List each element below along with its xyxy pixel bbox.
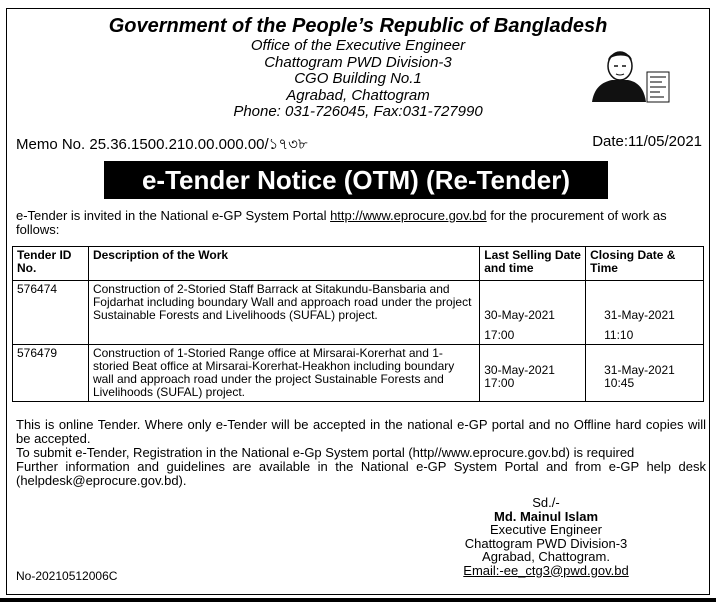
notice-banner: e-Tender Notice (OTM) (Re-Tender) — [104, 161, 608, 199]
notice-date: Date:11/05/2021 — [592, 133, 702, 150]
header-tender-id: Tender ID No. — [13, 247, 89, 281]
portrait-emblem-icon — [584, 44, 672, 106]
closing-cell — [586, 345, 704, 402]
signatory-place: Agrabad, Chattogram. — [482, 549, 610, 564]
helpdesk-paragraph: Further information and guidelines are available in the National e-GP System Portal and from e-GP help desk (helpdesk@eprocure.gov.bd). — [16, 459, 706, 488]
closing-cell — [586, 281, 704, 345]
building-name: CGO Building No.1 — [294, 70, 422, 87]
government-title: Government of the People’s Republic of Bangladesh — [108, 15, 608, 37]
last-selling-cell — [480, 281, 586, 345]
signatory-email[interactable]: Email:-ee_ctg3@pwd.gov.bd — [463, 562, 629, 578]
header-description: Description of the Work — [88, 247, 479, 281]
intro-text-after: for the procurement of work as follows: — [16, 208, 667, 237]
table-row — [13, 345, 704, 402]
online-tender-paragraph: This is online Tender. Where only e-Tender will be accepted in the national e-GP portal and no Offline hard copies will be accepted. — [16, 417, 706, 446]
close-date: 31-May-2021 — [604, 363, 675, 377]
division-name: Chattogram PWD Division-3 — [264, 53, 452, 71]
tender-table — [12, 246, 704, 402]
phone-fax-line: Phone: 031-726045, Fax:031-727990 — [233, 103, 483, 120]
close-time: 11:10 — [604, 328, 634, 342]
reference-number: No-20210512006C — [16, 569, 118, 583]
header-last-selling: Last Selling Date and time — [480, 247, 586, 281]
signature-block — [453, 496, 639, 577]
tender-id-cell: 576479 — [13, 345, 89, 402]
address-line: Agrabad, Chattogram — [286, 86, 430, 104]
signatory-division: Chattogram PWD Division-3 — [464, 535, 628, 551]
intro-text-before: e-Tender is invited in the National e-GP System Portal — [16, 208, 331, 223]
office-name: Office of the Executive Engineer — [250, 37, 466, 54]
bottom-rule — [0, 598, 716, 602]
description-cell: Construction of 1-Storied Range office at Mirsarai-Korerhat and 1-storied Beat office at Mirsarai-Korerhat-Heakhon including boundary wall and approach road under the project Sustainable Forests and Livelihoods (SUFAL) project. — [88, 345, 479, 402]
close-time: 10:45 — [604, 376, 635, 390]
header-closing: Closing Date & Time — [586, 247, 704, 281]
terms-text — [16, 418, 706, 488]
last-selling-cell — [480, 345, 586, 402]
memo-number: Memo No. 25.36.1500.210.00.000.00/১৭৩৮ — [16, 136, 308, 153]
sell-date: 30-May-2021 — [484, 363, 555, 377]
eprocure-link[interactable]: http://www.eprocure.gov.bd — [330, 208, 487, 223]
registration-paragraph: To submit e-Tender, Registration in the National e-Gp System portal (http//www.eprocure.gov.bd) is required — [16, 445, 635, 460]
sell-time: 17:00 — [484, 328, 515, 342]
sell-time: 17:00 — [484, 376, 515, 390]
intro-paragraph — [16, 209, 706, 237]
tender-id-cell: 576474 — [13, 281, 89, 345]
signatory-designation: Executive Engineer — [489, 522, 602, 537]
signature-sd: Sd./- — [532, 495, 560, 510]
sell-date: 30-May-2021 — [484, 308, 555, 322]
table-header-row — [13, 247, 704, 281]
close-date: 31-May-2021 — [604, 308, 675, 322]
signatory-name: Md. Mainul Islam — [493, 508, 598, 524]
table-row — [13, 281, 704, 345]
description-cell: Construction of 2-Storied Staff Barrack at Sitakundu-Bansbaria and Fojdarhat including boundary Wall and approach road under the project Sustainable Forests and Livelihoods (SUFAL) project. — [88, 281, 479, 345]
